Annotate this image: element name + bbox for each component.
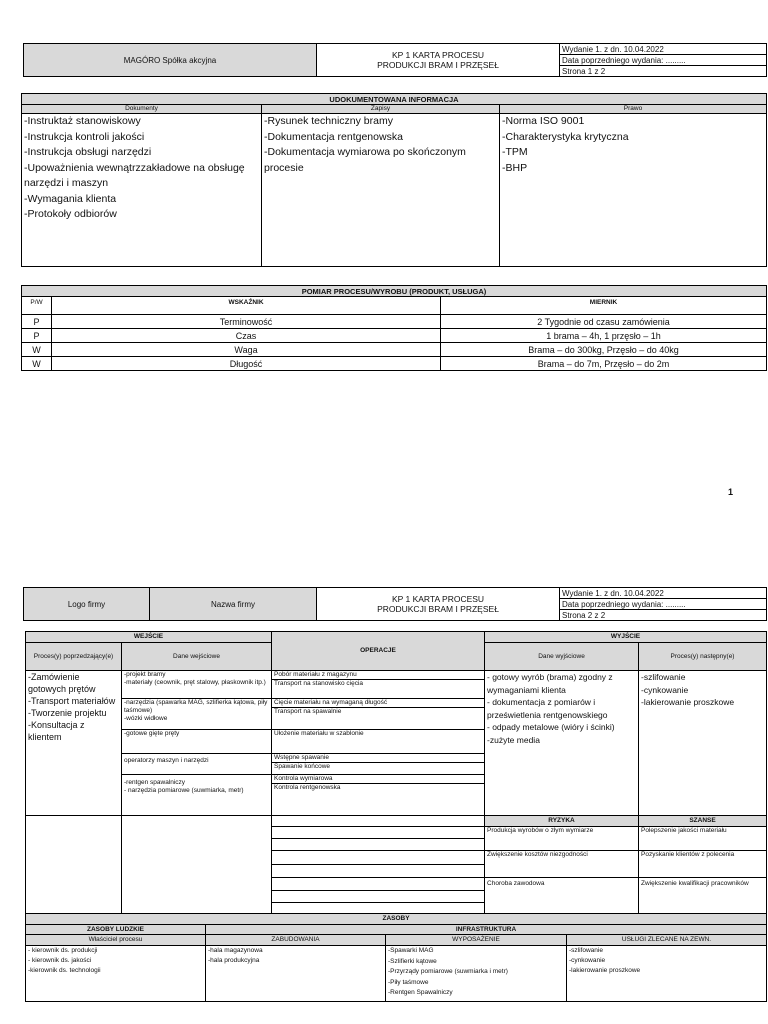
- infrastructure-title: INFRASTRUKTURA: [206, 925, 767, 935]
- list-item: -Instrukcja obsługi narzędzi: [24, 146, 152, 158]
- page2-header: [23, 587, 767, 621]
- page2-company-name: Nazwa firmy: [150, 588, 317, 621]
- row-indicator: Terminowość: [52, 315, 441, 329]
- chances-title: SZANSE: [639, 816, 767, 827]
- outsourced-list: [567, 946, 767, 1002]
- outputs-title: WYJŚCIE: [485, 632, 767, 643]
- list-item: -cynkowanie: [569, 957, 606, 964]
- list-item: -zużyte media: [487, 734, 540, 745]
- empty-operation-row: [272, 878, 485, 915]
- law-list: [500, 114, 767, 267]
- col-header-equipment: WYPOSAŻENIE: [386, 935, 567, 946]
- row-measure: 2 Tygodnie od czasu zamówienia: [441, 315, 767, 329]
- row-measure: Brama – do 7m, Przęsło – do 2m: [441, 357, 767, 371]
- col-header-indicator: WSKAŹNIK: [52, 297, 441, 315]
- operations-title: OPERACJE: [272, 632, 485, 671]
- documents-list: [22, 114, 262, 267]
- input-data-cell: -projekt bramy -materiały (ceownik, pręt stalowy, płaskownik itp.): [122, 671, 272, 699]
- list-item: -hala produkcyjna: [208, 957, 260, 964]
- col-header-law: Prawo: [500, 105, 767, 114]
- list-item: -hala magazynowa: [208, 947, 263, 954]
- risk-cell: Zwiększenie kosztów niezgodności: [485, 851, 639, 878]
- operation-group: Ułożenie materiału w szablonie: [272, 730, 485, 754]
- documented-info-title: UDOKUMENTOWANA INFORMACJA: [22, 94, 767, 105]
- list-item: -Instrukcja kontroli jakości: [24, 130, 145, 143]
- list-item: -Dokumentacja wymiarowa po skończonym procesie: [264, 146, 469, 174]
- list-item: -Protokoły odbiorów: [24, 208, 117, 220]
- row-pw: P: [22, 315, 52, 329]
- row-pw: W: [22, 357, 52, 371]
- resources-title: ZASOBY: [26, 914, 767, 925]
- list-item: -Charakterystyka krytyczna: [502, 130, 629, 143]
- page2-process-title: KP 1 KARTA PROCESU PRODUKCJI BRAM I PRZĘSEŁ: [317, 588, 560, 621]
- table-row: [22, 329, 767, 343]
- input-data-cell: -gotowe gięte pręty: [122, 730, 272, 754]
- operation-group: Kontrola wymiarowa Kontrola rentgenowska: [272, 775, 485, 816]
- list-item: -Instruktaż stanowiskowy: [24, 115, 141, 127]
- row-measure: Brama – do 300kg, Przęsło – do 40kg: [441, 343, 767, 357]
- col-header-outsourced: USŁUGI ZLECANE NA ZEWN.: [567, 935, 767, 946]
- operation-group: Pobór materiału z magazynu Transport na stanowisko cięcia: [272, 671, 485, 699]
- row-pw: W: [22, 343, 52, 357]
- list-item: -cynkowanie: [641, 684, 689, 695]
- empty-cell: [26, 816, 122, 915]
- page1-prev-edition: Data poprzedniego wydania: .........: [560, 55, 767, 66]
- list-item: -Spawarki MAG: [388, 947, 434, 954]
- buildings-list: [206, 946, 386, 1002]
- input-data-cell: operatorzy maszyn i narzędzi: [122, 754, 272, 775]
- list-item: -kierownik ds. technologii: [28, 967, 101, 974]
- list-item: -Przyrządy pomiarowe (suwmiarka i metr): [388, 968, 508, 975]
- next-processes-list: [639, 671, 767, 816]
- list-item: - kierownik ds. jakości: [28, 957, 92, 964]
- list-item: -Szlifierki kątowe: [388, 957, 437, 965]
- list-item: -Rentgen Spawalniczy: [388, 989, 453, 996]
- row-pw: P: [22, 329, 52, 343]
- page2-prev-edition: Data poprzedniego wydania: .........: [560, 599, 767, 610]
- list-item: -Tworzenie projektu: [28, 708, 107, 718]
- documented-info-table: [21, 93, 767, 267]
- measurement-table: [21, 285, 767, 371]
- list-item: -Zamówienie gotowych prętów: [28, 672, 96, 694]
- operation-group: Cięcie materiału na wymaganą długość Transport na spawalnie: [272, 699, 485, 730]
- risk-cell: Choroba zawodowa: [485, 878, 639, 915]
- page1-company-name: MAGÓRO Spółka akcyjna: [24, 44, 317, 77]
- risk-cell: Produkcja wyrobów o złym wymiarze: [485, 827, 639, 851]
- list-item: -Wymagania klienta: [24, 192, 117, 205]
- measurement-title: POMIAR PROCESU/WYROBU (PRODUKT, USŁUGA): [22, 286, 767, 297]
- empty-operation-row: [272, 827, 485, 851]
- list-item: - kierownik ds. produkcji: [28, 947, 98, 954]
- empty-operation-row: [272, 851, 485, 878]
- human-resources-title: ZASOBY LUDZKIE: [26, 925, 206, 935]
- list-item: -lakierowanie proszkowe: [641, 697, 735, 707]
- table-row: [22, 315, 767, 329]
- row-indicator: Waga: [52, 343, 441, 357]
- page2-logo-placeholder: Logo firmy: [24, 588, 150, 621]
- col-header-input-data: Dane wejściowe: [122, 643, 272, 671]
- prev-processes-list: [26, 671, 122, 816]
- col-header-pw: P/W: [22, 297, 52, 315]
- row-indicator: Czas: [52, 329, 441, 343]
- list-item: -Piły taśmowe: [388, 978, 429, 986]
- col-header-next-process: Proces(y) następny(e): [639, 643, 767, 671]
- list-item: -Rysunek techniczny bramy: [264, 115, 393, 127]
- records-list: [262, 114, 500, 267]
- list-item: -lakierowanie proszkowe: [569, 967, 641, 974]
- page1-process-title: KP 1 KARTA PROCESU PRODUKCJI BRAM I PRZĘSEŁ: [317, 44, 560, 77]
- list-item: -szlifowanie: [641, 672, 686, 682]
- chance-cell: Zwiększenie kwalifikacji pracowników: [639, 878, 767, 915]
- output-data-list: [485, 671, 639, 816]
- col-header-buildings: ZABUDOWANIA: [206, 935, 386, 946]
- table-row: [22, 343, 767, 357]
- input-data-cell: -rentgen spawalniczy - narzędzia pomiarowe (suwmiarka, metr): [122, 775, 272, 816]
- list-item: -Norma ISO 9001: [502, 115, 585, 127]
- owners-list: [26, 946, 206, 1002]
- process-flow-table: [25, 631, 767, 915]
- list-item: -BHP: [502, 161, 528, 174]
- page-number: 1: [728, 487, 734, 497]
- page1-page-counter: Strona 1 z 2: [560, 66, 767, 77]
- chance-cell: Polepszenie jakości materiału: [639, 827, 767, 851]
- list-item: - odpady metalowe (wióry i ścinki): [487, 722, 615, 732]
- row-indicator: Długość: [52, 357, 441, 371]
- empty-operation-row: [272, 816, 485, 827]
- equipment-list: [386, 946, 567, 1002]
- list-item: -Dokumentacja rentgenowska: [264, 130, 403, 143]
- list-item: - gotowy wyrób (brama) zgodny z wymaganiami klienta: [487, 672, 616, 695]
- col-header-prev-process: Proces(y) poprzedzający(e): [26, 643, 122, 671]
- page2-page-counter: Strona 2 z 2: [560, 610, 767, 621]
- list-item: -Upoważnienia wewnątrzzakładowe na obsługę narzędzi i maszyn: [24, 161, 248, 189]
- col-header-documents: Dokumenty: [22, 105, 262, 114]
- page1-header: [23, 43, 767, 77]
- col-header-measure: MIERNIK: [441, 297, 767, 315]
- inputs-title: WEJŚCIE: [26, 632, 272, 643]
- col-header-records: Zapisy: [262, 105, 500, 114]
- row-measure: 1 brama – 4h, 1 przęsło – 1h: [441, 329, 767, 343]
- col-header-owner: Właściciel procesu: [26, 935, 206, 946]
- resources-table: [25, 913, 767, 1002]
- table-row: [22, 357, 767, 371]
- operation-group: Wstępne spawanie Spawanie końcowe: [272, 754, 485, 775]
- list-item: -szlifowanie: [569, 947, 603, 954]
- list-item: -Konsultacja z klientem: [28, 720, 88, 742]
- input-data-cell: -narzędzia (spawarka MAG, szlifierka kątowa, piły taśmowe) -wózki widłowe: [122, 699, 272, 730]
- list-item: -Transport materiałów: [28, 696, 116, 706]
- risks-title: RYZYKA: [485, 816, 639, 827]
- list-item: -TPM: [502, 146, 528, 158]
- empty-cell: [122, 816, 272, 915]
- list-item: - dokumentacja z pomiarów i prześwietlenia rentgenowskiego: [487, 697, 608, 720]
- page2-edition: Wydanie 1. z dn. 10.04.2022: [560, 588, 767, 599]
- chance-cell: Pozyskanie klientów z polecenia: [639, 851, 767, 878]
- page1-edition: Wydanie 1. z dn. 10.04.2022: [560, 44, 767, 55]
- col-header-output-data: Dane wyjściowe: [485, 643, 639, 671]
